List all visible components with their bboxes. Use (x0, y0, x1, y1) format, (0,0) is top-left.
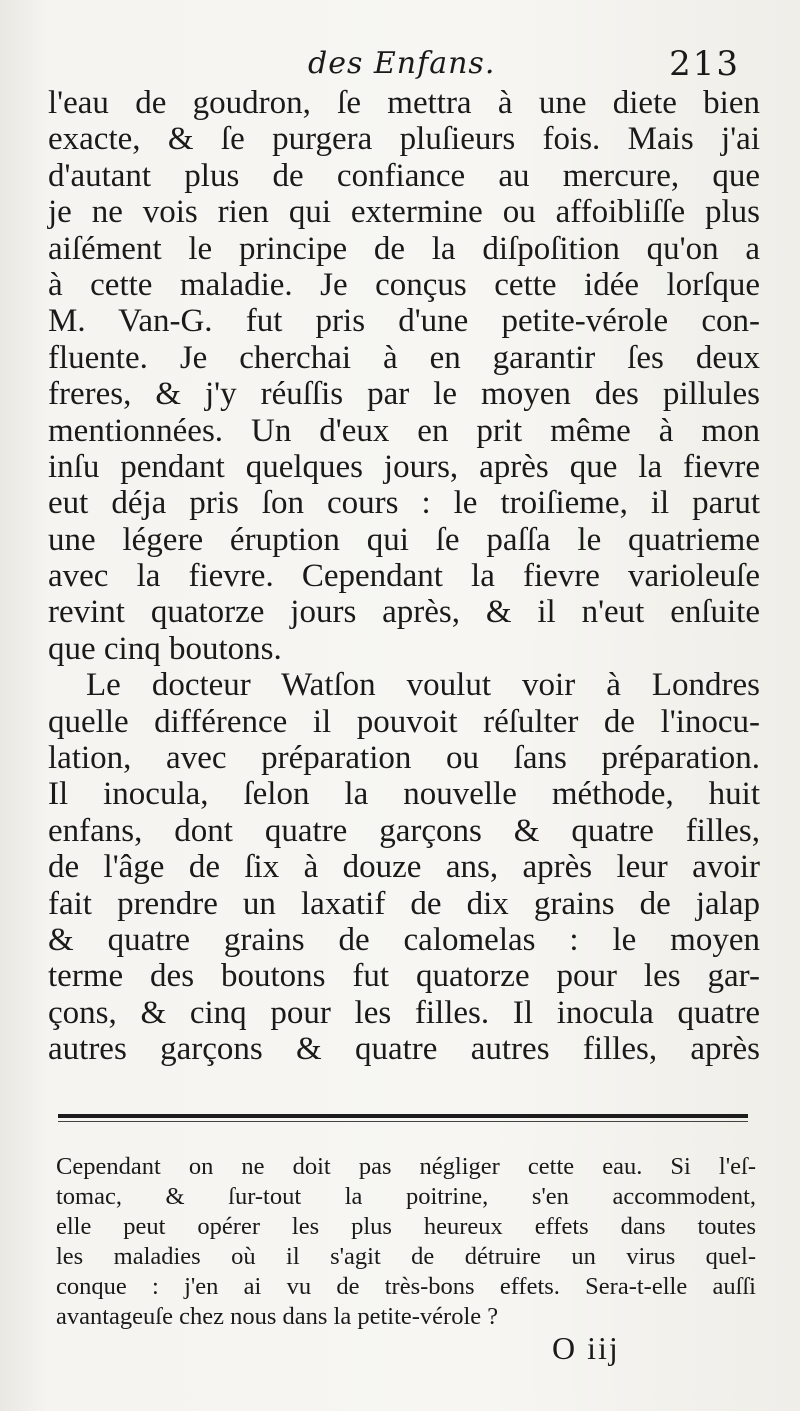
text-line: eut déja pris ſon cours : le troiſieme, il parut (48, 485, 760, 522)
text-line: mentionnées. Un d'eux en prit même à mon (48, 412, 760, 449)
main-text (48, 85, 760, 1068)
text-line: je ne vois rien qui extermine ou affoibliſſe plus (48, 194, 760, 231)
footnote-rule-thin (58, 1121, 748, 1122)
footnote-line: elle peut opérer les plus heureux effets dans toutes (56, 1213, 756, 1240)
signature-mark: O iij (552, 1330, 620, 1366)
text-line: M. Van-G. fut pris d'une petite-vérole con- (48, 303, 760, 340)
text-line: & quatre grains de calomelas : le moyen (48, 921, 760, 958)
footnote-line: tomac, & ſur-tout la poitrine, s'en accommodent, (56, 1183, 756, 1210)
footnote-line: les maladies où il s'agit de détruire un virus quel- (56, 1243, 756, 1270)
text-line: inſu pendant quelques jours, après que la fievre (48, 448, 760, 485)
footnote-rule (58, 1114, 748, 1118)
text-line: lation, avec préparation ou ſans préparation. (48, 740, 760, 777)
text-line: fluente. Je cherchai à en garantir ſes deux (48, 339, 760, 376)
text-line: une légere éruption qui ſe paſſa le quatrieme (48, 521, 760, 558)
text-line: autres garçons & quatre autres filles, après (48, 1031, 760, 1068)
page-number: 213 (669, 44, 740, 84)
text-line: quelle différence il pouvoit réſulter de l'inocu- (48, 703, 760, 740)
text-line: que cinq boutons. (48, 630, 282, 667)
text-line: çons, & cinq pour les filles. Il inocula quatre (48, 994, 760, 1031)
text-line: Le docteur Watſon voulut voir à Londres (86, 667, 760, 704)
running-title: des Enfans. (308, 46, 496, 81)
footnote-line: avantageuſe chez nous dans la petite-vérole ? (56, 1303, 499, 1330)
footnote (56, 1152, 756, 1332)
text-line: exacte, & ſe purgera pluſieurs fois. Mais j'ai (48, 121, 760, 158)
text-line: Il inocula, ſelon la nouvelle méthode, huit (48, 776, 760, 813)
text-line: avec la fievre. Cependant la fievre varioleuſe (48, 558, 760, 595)
text-line: à cette maladie. Je conçus cette idée lorſque (48, 266, 760, 303)
text-line: terme des boutons fut quatorze pour les gar- (48, 958, 760, 995)
page-header (50, 40, 760, 90)
text-line: d'autant plus de confiance au mercure, que (48, 157, 760, 194)
text-line: freres, & j'y réuſſis par le moyen des pillules (48, 376, 760, 413)
footnote-line: conque : j'en ai vu de très-bons effets. Sera-t-elle auſſi (56, 1273, 756, 1300)
text-line: enfans, dont quatre garçons & quatre filles, (48, 812, 760, 849)
text-line: l'eau de goudron, ſe mettra à une diete bien (48, 85, 760, 121)
text-line: de l'âge de ſix à douze ans, après leur avoir (48, 849, 760, 886)
text-line: fait prendre un laxatif de dix grains de jalap (48, 885, 760, 922)
footnote-line: Cependant on ne doit pas négliger cette eau. Si l'eſ- (56, 1153, 756, 1180)
text-line: revint quatorze jours après, & il n'eut enſuite (48, 594, 760, 631)
text-line: aiſément le principe de la diſpoſition qu'on a (48, 230, 760, 267)
